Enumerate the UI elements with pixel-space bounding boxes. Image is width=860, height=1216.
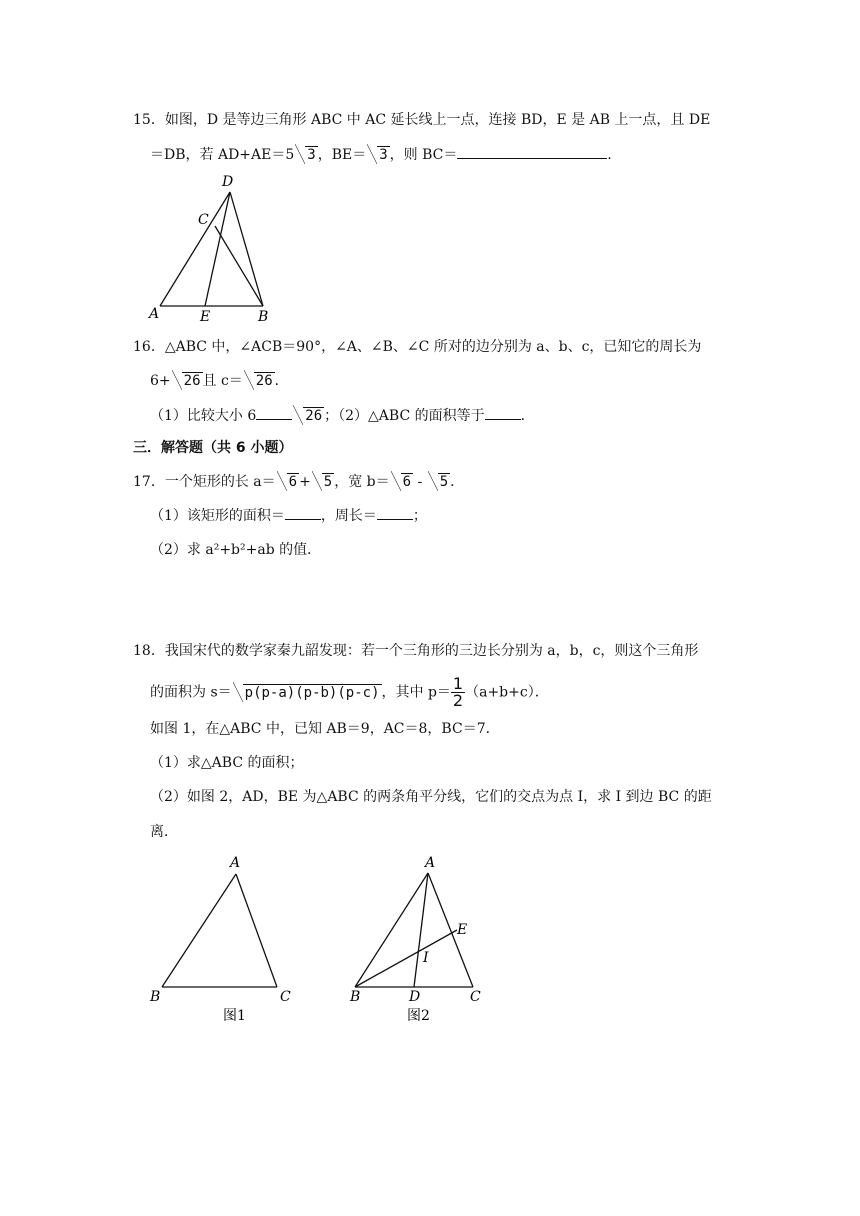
sqrt-radicand: 6: [402, 474, 412, 490]
sqrt-radicand: 26: [305, 408, 323, 424]
answer-blank: [377, 519, 413, 520]
q18-number: 18．: [133, 643, 165, 659]
q17-sub1-a: （1）该矩形的面积＝: [150, 508, 285, 524]
q18-line1: [133, 641, 698, 661]
q16-number: 16．: [133, 339, 165, 355]
fig1-caption: 图1: [223, 1008, 246, 1024]
q16-line1: [133, 337, 701, 357]
q17-text-1c: ．: [450, 474, 465, 490]
q18-line2: [150, 676, 549, 709]
label-E: E: [200, 309, 211, 322]
sqrt-radicand: 6: [288, 474, 298, 490]
q15-number: 15．: [133, 112, 165, 128]
fig2-caption: 图2: [407, 1008, 430, 1024]
q15-line2: [150, 145, 621, 165]
q17-sub1-c: ；: [412, 508, 427, 524]
q15-text-2c: ，则 BC＝: [389, 147, 458, 163]
fraction-denominator: 2: [452, 691, 464, 710]
sqrt-symbol: [172, 371, 203, 391]
answer-blank: [256, 419, 292, 420]
sqrt-symbol: [312, 472, 334, 492]
fraction-numerator: 1: [452, 674, 464, 693]
sqrt-symbol: [428, 472, 450, 492]
answer-blank: [485, 419, 521, 420]
sqrt-symbol: [233, 683, 382, 703]
q16-sub1: [150, 406, 535, 426]
sqrt-symbol: [293, 406, 324, 426]
q17-sub1: [150, 506, 427, 526]
sqrt-symbol: [244, 371, 275, 391]
fraction: [451, 676, 465, 709]
q17-text-1a: 一个矩形的长 a＝: [164, 474, 276, 490]
sqrt-radicand: 5: [323, 474, 333, 490]
sqrt-symbol: [277, 472, 299, 492]
q18-text-2a: 的面积为 s＝: [150, 684, 232, 701]
q16-sub1-b: ；（2）△ABC 的面积等于: [324, 408, 485, 424]
sqrt-radicand: 5: [439, 474, 449, 490]
fig2-label-I: I: [423, 950, 429, 966]
label-B: B: [258, 309, 269, 322]
label-D: D: [222, 174, 234, 190]
fig2-label-B: B: [350, 989, 361, 1005]
label-C: C: [198, 212, 209, 228]
sqrt-symbol: [367, 145, 389, 165]
q18-line3: 如图 1，在△ABC 中，已知 AB＝9，AC＝8，BC＝7．: [150, 721, 500, 737]
sqrt-radicand: 3: [379, 147, 388, 163]
q16-text-1: △ABC 中，∠ACB＝90°，∠A、∠B、∠C 所对的边分别为 a、b、c，已知它的周长为: [164, 339, 702, 355]
q17-number: 17．: [133, 474, 165, 490]
q18-text-1: 我国宋代的数学家秦九韶发现：若一个三角形的三边长分别为 a，b，c，则这个三角形: [164, 643, 699, 659]
answer-blank: [457, 158, 607, 159]
plus-sign: +: [299, 474, 311, 490]
q15-text-2a: ＝DB，若 AD+AE＝5: [150, 147, 295, 163]
q16-sub1-c: ．: [520, 408, 535, 424]
q18-line5: （2）如图 2，AD，BE 为△ABC 的两条角平分线，它们的交点为点 I，求 I 到边 BC 的距: [150, 789, 712, 805]
minus-sign: -: [413, 474, 427, 490]
q17-sub2: （2）求 a²+b²+ab 的值．: [150, 542, 322, 558]
q17-line1: [133, 472, 464, 492]
q17-text-1b: ，宽 b＝: [334, 474, 390, 490]
section-heading: 三．解答题（共 6 小题）: [133, 440, 293, 456]
fig2-label-A: A: [425, 855, 436, 871]
q16-text-2c: ．: [274, 373, 289, 389]
q15-line1: [133, 110, 710, 130]
sqrt-radicand: 26: [255, 373, 273, 389]
q15-figure: [145, 172, 285, 322]
sqrt-radicand: 26: [183, 373, 201, 389]
q16-text-2b: 且 c＝: [202, 373, 243, 389]
q17-sub1-b: ，周长＝: [320, 508, 377, 524]
fig2-label-E: E: [457, 922, 468, 938]
answer-blank: [285, 519, 321, 520]
sqrt-radicand: 3: [307, 147, 316, 163]
sqrt-symbol: [391, 472, 413, 492]
q18-line6: 离．: [150, 824, 178, 840]
fig2-label-C: C: [470, 989, 481, 1005]
fig1-label-C: C: [280, 989, 291, 1005]
sqrt-symbol: [295, 145, 317, 165]
q15-text-2b: ，BE＝: [317, 147, 367, 163]
fig1-label-A: A: [230, 855, 241, 871]
q15-text-1: 如图，D 是等边三角形 ABC 中 AC 延长线上一点，连接 BD，E 是 AB 上一点，且 DE: [164, 112, 711, 128]
q18-text-2c: （a+b+c）．: [465, 684, 549, 701]
q18-figure-1: [145, 848, 315, 1028]
q16-text-2a: 6+: [150, 373, 171, 389]
label-A: A: [149, 306, 160, 322]
q15-text-end: ．: [607, 147, 622, 163]
fig1-label-B: B: [150, 989, 161, 1005]
fig2-label-D: D: [409, 989, 421, 1005]
q18-line4: （1）求△ABC 的面积；: [150, 755, 304, 771]
q16-sub1-a: （1）比较大小 6: [150, 408, 257, 424]
sqrt-radicand: p(p-a)(p-b)(p-c): [244, 684, 380, 701]
q18-text-2b: ，其中 p＝: [381, 684, 451, 701]
q16-line2: [150, 371, 289, 391]
q18-figure-2: [345, 848, 495, 1028]
